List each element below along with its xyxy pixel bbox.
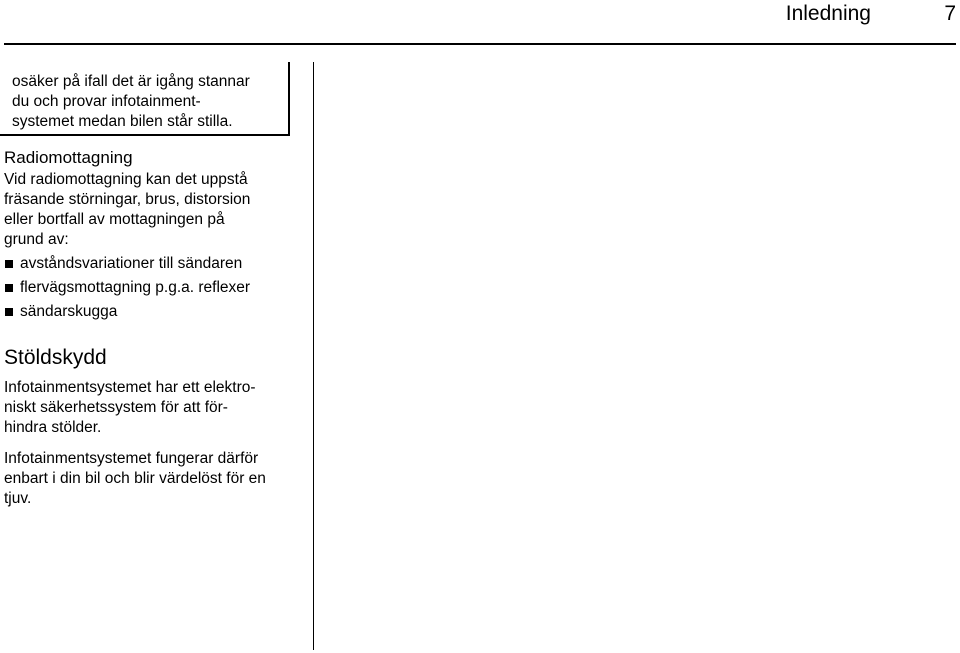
theft-protection-heading: Stöldskydd: [4, 346, 107, 369]
page-header: [0, 0, 960, 46]
note-text: [12, 72, 287, 132]
square-bullet-icon: [5, 308, 13, 316]
paragraph-line: fräsande störningar, brus, distorsion: [4, 191, 251, 208]
list-item-text: flervägsmottagning p.g.a. reflexer: [20, 279, 251, 296]
paragraph-line: Infotainmentsystemet fungerar därför: [4, 450, 259, 467]
paragraph-line: hindra stölder.: [4, 419, 102, 436]
radio-reception-paragraph: [4, 170, 304, 250]
square-bullet-icon: [5, 260, 13, 268]
paragraph-line: Infotainmentsystemet har ett elektro-: [4, 379, 256, 396]
left-column-content: [4, 147, 304, 509]
list-item-text: avståndsvariationer till sändaren: [20, 255, 243, 272]
list-item: [4, 278, 304, 298]
note-line: osäker på ifall det är igång stannar: [12, 73, 250, 90]
square-bullet-icon: [5, 284, 13, 292]
running-header-title: Inledning: [785, 2, 871, 25]
continued-note-box: [0, 62, 290, 136]
paragraph-line: tjuv.: [4, 490, 32, 507]
paragraph-line: enbart i din bil och blir värdelöst för en: [4, 470, 266, 487]
interference-causes-list: [4, 254, 304, 322]
list-item: [4, 302, 304, 322]
paragraph-line: grund av:: [4, 231, 69, 248]
page-number: 7: [944, 2, 956, 25]
list-item-text: sändarskugga: [20, 303, 118, 320]
list-item: [4, 254, 304, 274]
column-divider: [313, 62, 314, 650]
theft-paragraph-2: [4, 449, 304, 509]
note-line: systemet medan bilen står stilla.: [12, 113, 233, 130]
radio-reception-heading: Radiomottagning: [4, 148, 133, 167]
theft-paragraph-1: [4, 378, 304, 438]
paragraph-line: Vid radiomottagning kan det uppstå: [4, 171, 248, 188]
paragraph-line: niskt säkerhetssystem för att för-: [4, 399, 228, 416]
paragraph-line: eller bortfall av mottagningen på: [4, 211, 225, 228]
header-rule: [4, 43, 956, 45]
note-line: du och provar infotainment-: [12, 93, 201, 110]
